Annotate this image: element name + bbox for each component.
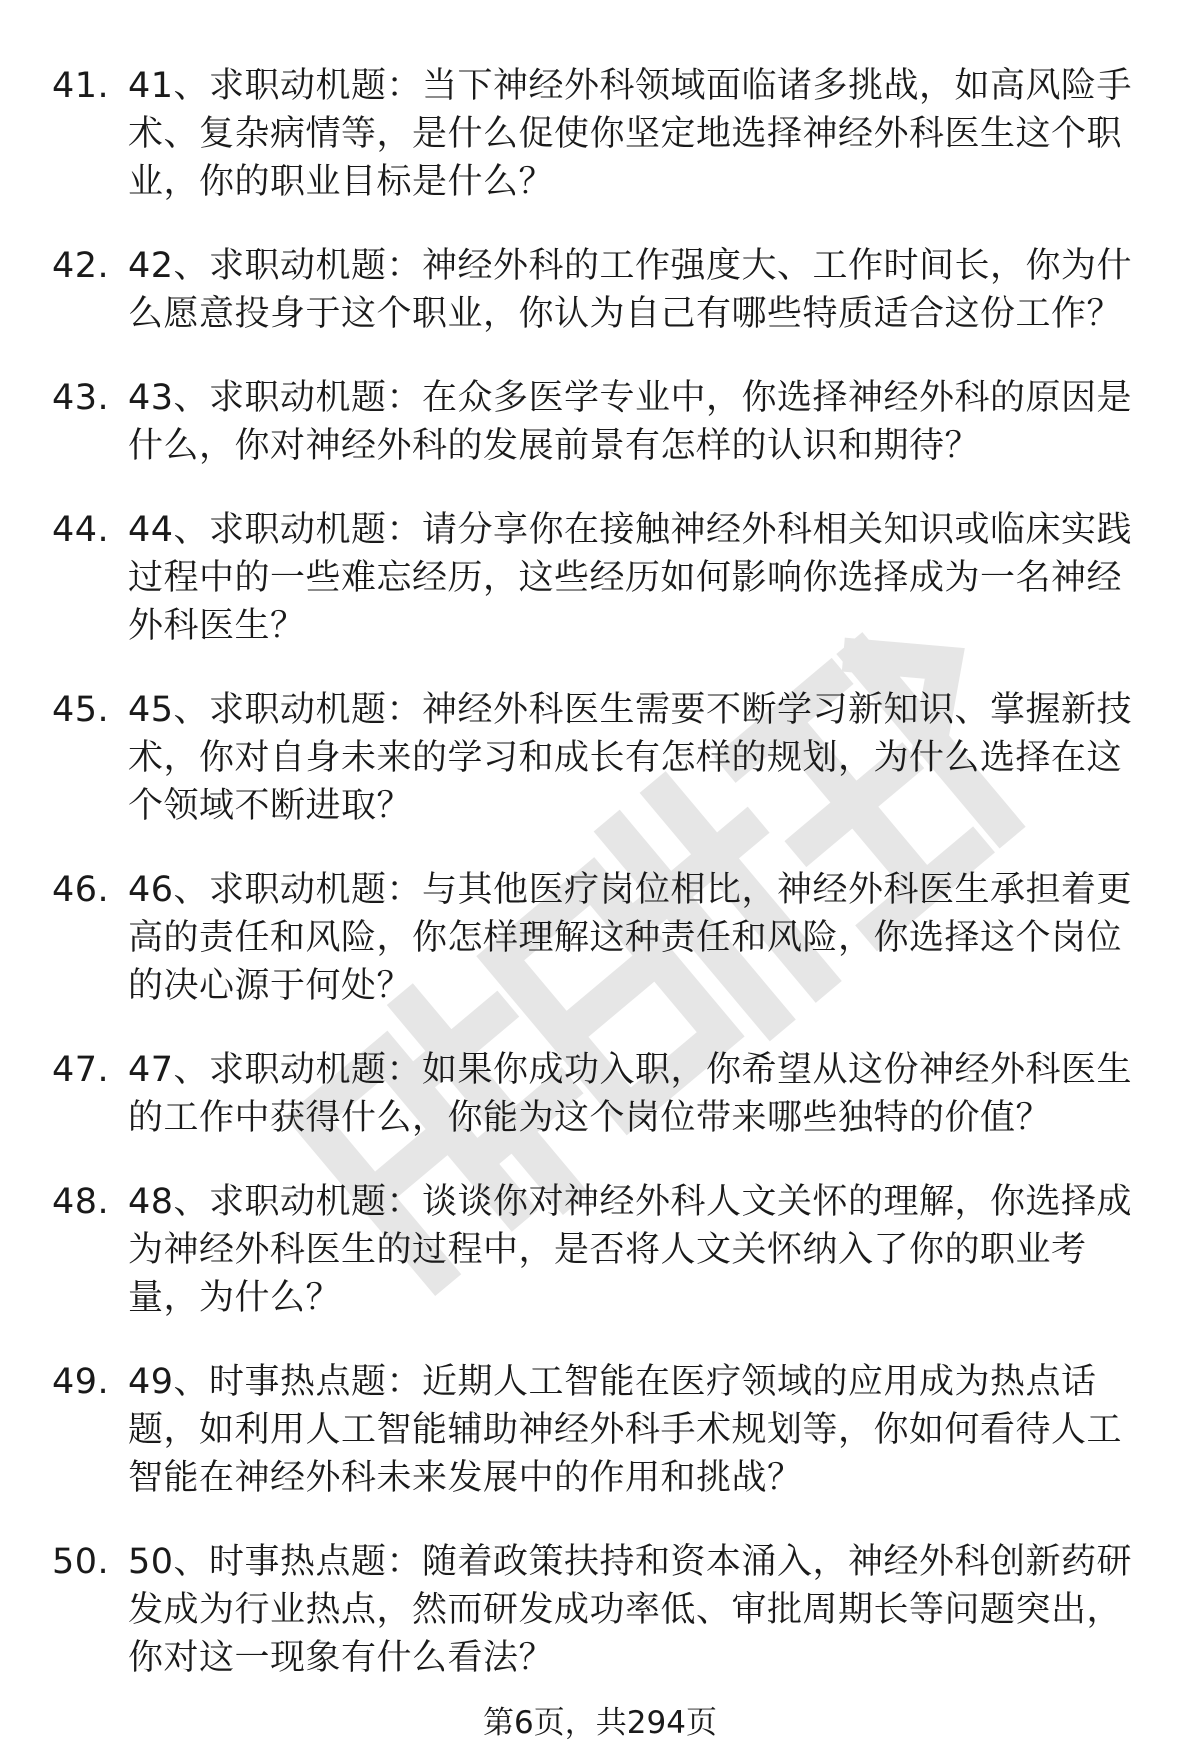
item-text: 42、求职动机题：神经外科的工作强度大、工作时间长，你为什么愿意投身于这个职业，你认为自己有哪些特质适合这份工作？ — [128, 246, 1133, 334]
item-number: 43. — [52, 378, 110, 418]
item-text: 49、时事热点题：近期人工智能在医疗领域的应用成为热点话题，如利用人工智能辅助神经外科手术规划等，你如何看待人工智能在神经外科未来发展中的作用和挑战？ — [128, 1362, 1123, 1498]
page-footer: 第6页，共294页 — [483, 1705, 717, 1741]
item-text: 48、求职动机题：谈谈你对神经外科人文关怀的理解，你选择成为神经外科医生的过程中，是否将人文关怀纳入了你的职业考量，为什么？ — [128, 1182, 1133, 1318]
list-item — [52, 866, 1152, 1010]
question-list — [52, 62, 1152, 1718]
item-text: 45、求职动机题：神经外科医生需要不断学习新知识、掌握新技术，你对自身未来的学习和成长有怎样的规划，为什么选择在这个领域不断进取？ — [128, 690, 1133, 826]
list-item — [52, 62, 1152, 206]
list-item — [52, 1358, 1152, 1502]
item-text: 43、求职动机题：在众多医学专业中，你选择神经外科的原因是什么，你对神经外科的发展前景有怎样的认识和期待？ — [128, 378, 1133, 466]
list-item — [52, 1046, 1152, 1142]
list-item — [52, 374, 1152, 470]
item-text: 50、时事热点题：随着政策扶持和资本涌入，神经外科创新药研发成为行业热点，然而研发成功率低、审批周期长等问题突出，你对这一现象有什么看法？ — [128, 1542, 1133, 1678]
item-text: 46、求职动机题：与其他医疗岗位相比，神经外科医生承担着更高的责任和风险，你怎样理解这种责任和风险，你选择这个岗位的决心源于何处？ — [128, 870, 1133, 1006]
item-text: 44、求职动机题：请分享你在接触神经外科相关知识或临床实践过程中的一些难忘经历，这些经历如何影响你选择成为一名神经外科医生？ — [128, 510, 1133, 646]
item-number: 48. — [52, 1182, 110, 1222]
item-number: 44. — [52, 510, 110, 550]
item-number: 46. — [52, 870, 110, 910]
item-text: 47、求职动机题：如果你成功入职，你希望从这份神经外科医生的工作中获得什么，你能为这个岗位带来哪些独特的价值？ — [128, 1050, 1133, 1138]
list-item — [52, 1178, 1152, 1322]
item-number: 49. — [52, 1362, 110, 1402]
item-number: 47. — [52, 1050, 110, 1090]
item-number: 45. — [52, 690, 110, 730]
list-item — [52, 506, 1152, 650]
item-text: 41、求职动机题：当下神经外科领域面临诸多挑战，如高风险手术、复杂病情等，是什么促使你坚定地选择神经外科医生这个职业，你的职业目标是什么？ — [128, 66, 1133, 202]
list-item — [52, 1538, 1152, 1682]
item-number: 41. — [52, 66, 110, 106]
item-number: 50. — [52, 1542, 110, 1582]
list-item — [52, 242, 1152, 338]
list-item — [52, 686, 1152, 830]
item-number: 42. — [52, 246, 110, 286]
